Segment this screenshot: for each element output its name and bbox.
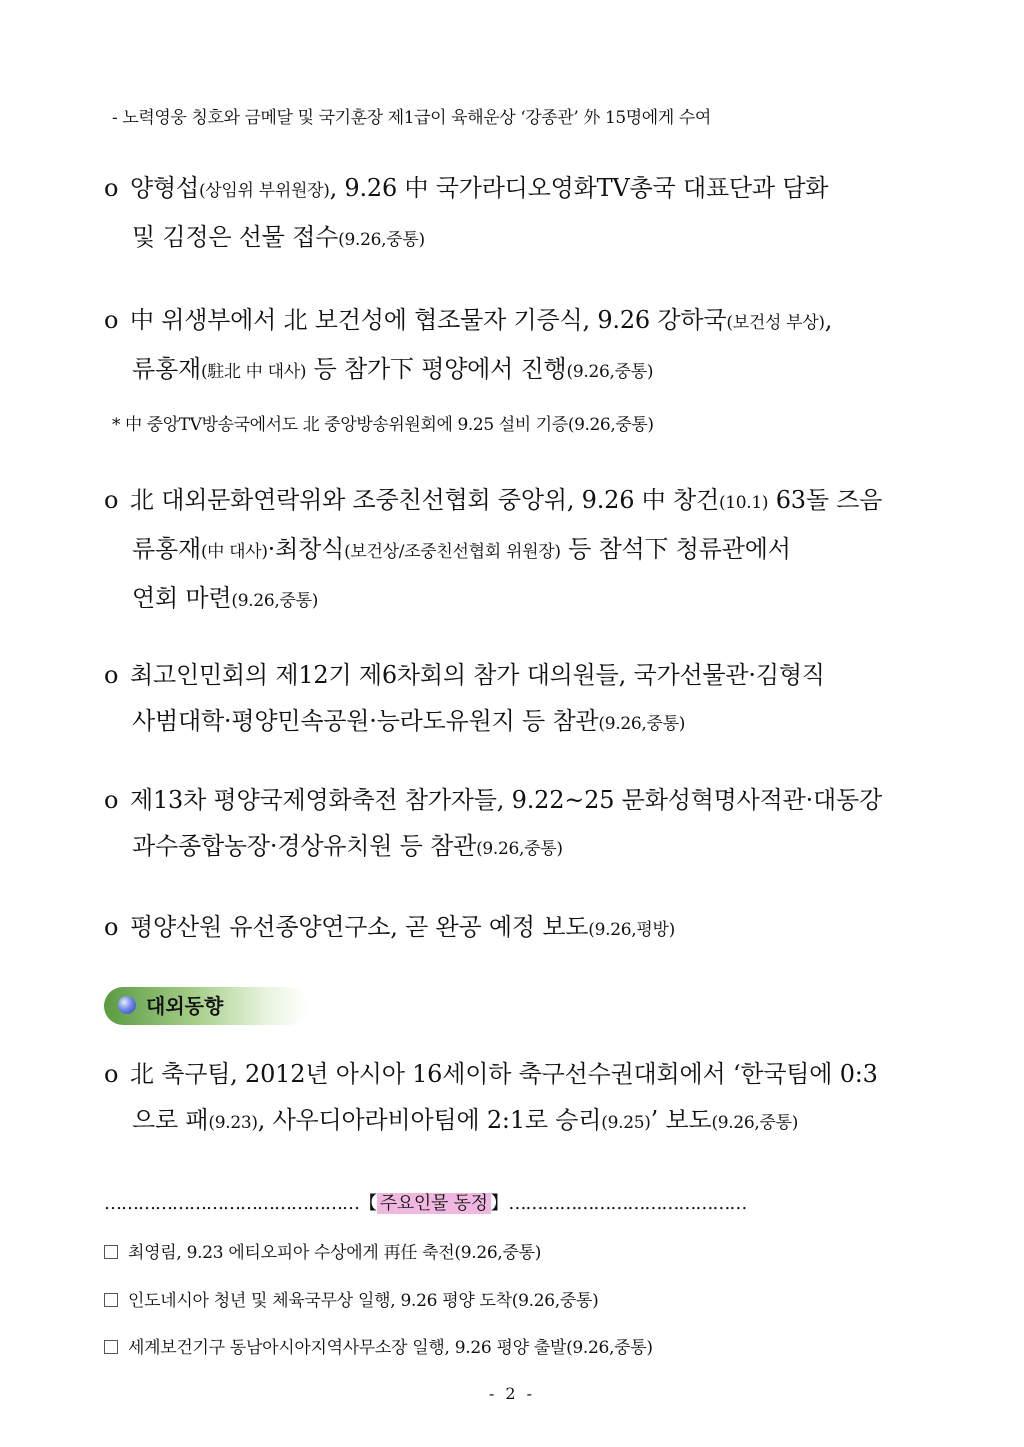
item-line: o 北 대외문화연락위와 조중친선협회 중앙위, 9.26 中 창건(10.1) 63돌 즈음	[104, 486, 883, 514]
bullet-marker: o	[104, 786, 119, 814]
item-line: 사범대학·평양민속공원·능라도유원지 등 참관(9.26,중통)	[132, 707, 686, 735]
page-number: - 2 -	[488, 1384, 536, 1403]
item-line: o 최고인민회의 제12기 제6차회의 참가 대의원들, 국가선물관·김형직	[104, 661, 825, 689]
item-maternity-hospital	[104, 912, 944, 945]
bullet-marker: o	[104, 913, 119, 941]
item-line: o 北 축구팀, 2012년 아시아 16세이하 축구선수권대회에서 ‘한국팀에 0:3	[104, 1060, 878, 1088]
item-line: 과수종합농장·경상유치원 등 참관(9.26,중통)	[132, 832, 563, 860]
key-figures-divider: ………………………………………【 주요인물 동정 】……………………………………	[104, 1193, 747, 1214]
bullet-marker: o	[104, 306, 119, 334]
item-line: 연회 마련(9.26,중통)	[132, 584, 319, 612]
item-film-festival	[104, 785, 944, 864]
award-note: - 노력영웅 칭호와 금메달 및 국기훈장 제1급이 육해운상 ‘강종관’ 外 15명에게 수여	[112, 108, 711, 128]
item-line: o 평양산원 유선종양연구소, 곧 완공 예정 보도(9.26,평방)	[104, 913, 675, 941]
checklist-item: 최영림, 9.23 에티오피아 수상에게 再任 축전(9.26,중통)	[104, 1242, 944, 1264]
item-football	[104, 1059, 944, 1138]
item-sub-note: * 中 중앙TV방송국에서도 北 중앙방송위원회에 9.25 설비 기증(9.26,중통)	[112, 415, 654, 435]
section-title: 대외동향	[146, 994, 224, 1018]
checklist-item: 인도네시아 청년 및 체육국무상 일행, 9.26 평양 도착(9.26,중통)	[104, 1290, 944, 1312]
item-line: o 양형섭(상임위 부위원장), 9.26 中 국가라디오영화TV총국 대표단과 담화	[104, 174, 829, 202]
item-yang-hyong-sop	[104, 173, 944, 255]
checkbox-square-icon	[104, 1245, 118, 1259]
checklist-item: 세계보건기구 동남아시아지역사무소장 일행, 9.26 평양 출발(9.26,중통)	[104, 1337, 944, 1359]
item-line: o 제13차 평양국제영화축전 참가자들, 9.22~25 문화성혁명사적관·대동강	[104, 786, 882, 814]
checkbox-square-icon	[104, 1293, 118, 1307]
section-header-foreign-affairs	[104, 987, 308, 1025]
bullet-orb-icon	[118, 996, 136, 1014]
bullet-marker: o	[104, 661, 119, 689]
bullet-marker: o	[104, 486, 119, 514]
item-spa-deputies	[104, 660, 944, 739]
dotted-leader: ………………………………………	[104, 1193, 359, 1214]
checkbox-square-icon	[104, 1340, 118, 1354]
dotted-leader: ……………………………………	[508, 1193, 747, 1214]
bullet-marker: o	[104, 1060, 119, 1088]
key-figures-label: 주요인물 동정	[377, 1193, 491, 1214]
bullet-marker: o	[104, 174, 119, 202]
item-line: 및 김정은 선물 접수(9.26,중통)	[132, 223, 425, 251]
item-line: 류홍재(駐北 中 대사) 등 참가下 평양에서 진행(9.26,중통)	[132, 355, 654, 383]
item-line: 류홍재(中 대사)·최창식(보건상/조중친선협회 위원장) 등 참석下 청류관에서	[132, 535, 791, 563]
item-line: 으로 패(9.23), 사우디아라비아팀에 2:1로 승리(9.25)’ 보도(9.26,중통)	[132, 1106, 799, 1134]
item-china-anniversary	[104, 485, 944, 616]
item-line: o 中 위생부에서 北 보건성에 협조물자 기증식, 9.26 강하국(보건성 부상),	[104, 306, 833, 334]
item-health-donation	[104, 305, 944, 387]
